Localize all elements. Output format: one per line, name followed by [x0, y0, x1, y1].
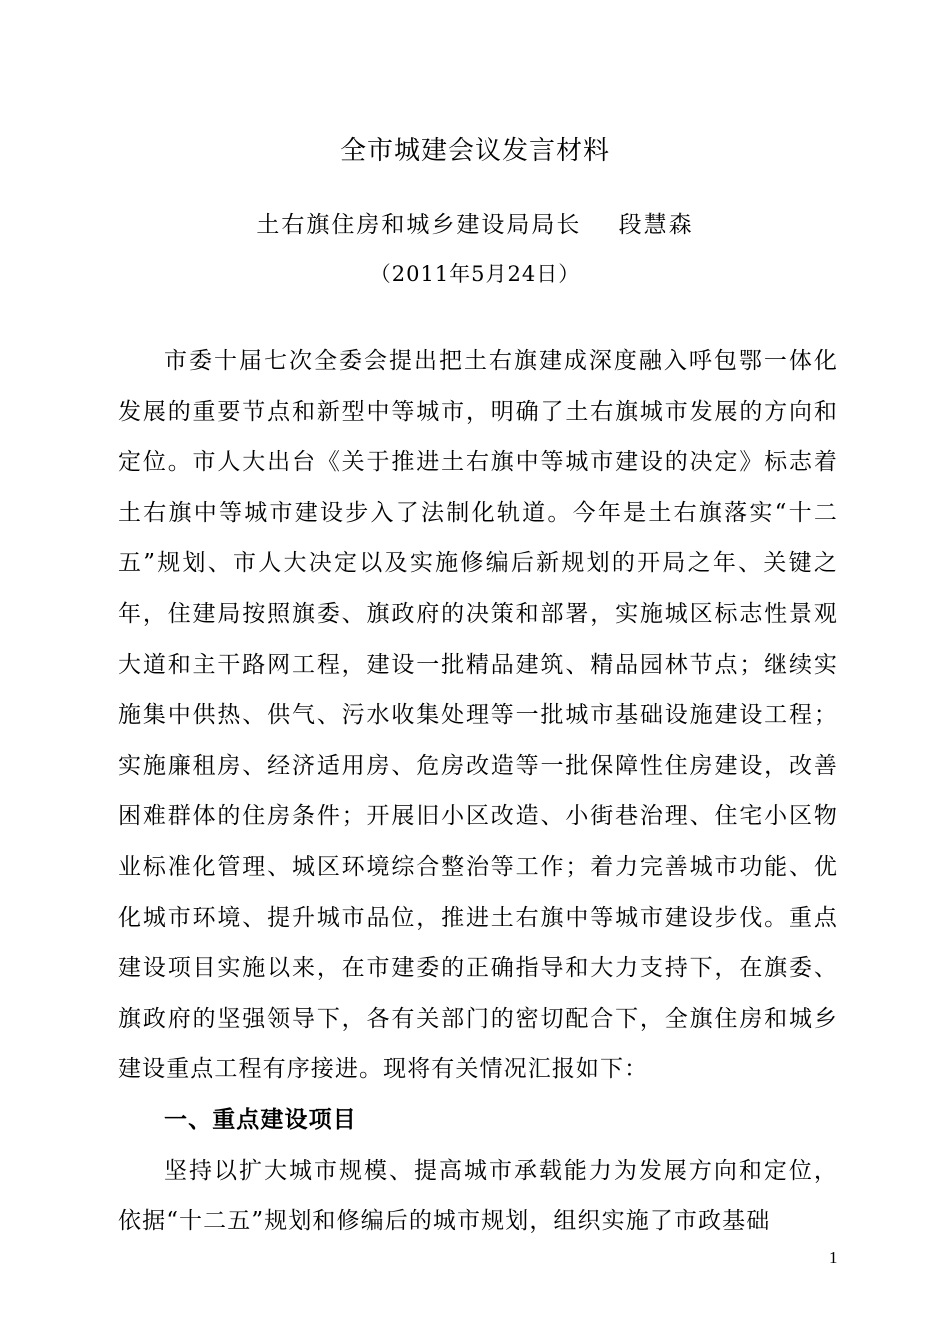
document-body — [118, 336, 838, 1247]
section-heading: 一、重点建设项目 — [164, 1106, 357, 1133]
document-title: 全市城建会议发言材料 — [339, 136, 610, 166]
page-number: 1 — [829, 1248, 838, 1267]
body-paragraph: 坚持以扩大城市规模、提高城市承载能力为发展方向和定位，依据“十二五”规划和修编后的城市规划，组织实施了市政基础 — [118, 1157, 838, 1235]
date-line: （2011年5月24日） — [369, 262, 581, 286]
body-paragraph: 市委十届七次全委会提出把土右旗建成深度融入呼包鄂一体化发展的重要节点和新型中等城市，明确了土右旗城市发展的方向和定位。市人大出台《关于推进土右旗中等城市建设的决定》标志着土右旗中等城市建设步入了法制化轨道。今年是土右旗落实“十二五”规划、市人大决定以及实施修编后新规划的开局之年、关键之年，住建局按照旗委、旗政府的决策和部署，实施城区标志性景观大道和主干路网工程，建设一批精品建筑、精品园林节点；继续实施集中供热、供气、污水收集处理等一批城市基础设施建设工程；实施廉租房、经济适用房、危房改造等一批保障性住房建设，改善困难群体的住房条件；开展旧小区改造、小街巷治理、住宅小区物业标准化管理、城区环境综合整治等工作；着力完善城市功能、优化城市环境、提升城市品位，推进土右旗中等城市建设步伐。重点建设项目实施以来，在市建委的正确指导和大力支持下，在旗委、旗政府的坚强领导下，各有关部门的密切配合下，全旗住房和城乡建设重点工程有序接进。现将有关情况汇报如下： — [118, 348, 838, 1083]
author-line: 土右旗住房和城乡建设局局长 段慧森 — [256, 212, 694, 238]
